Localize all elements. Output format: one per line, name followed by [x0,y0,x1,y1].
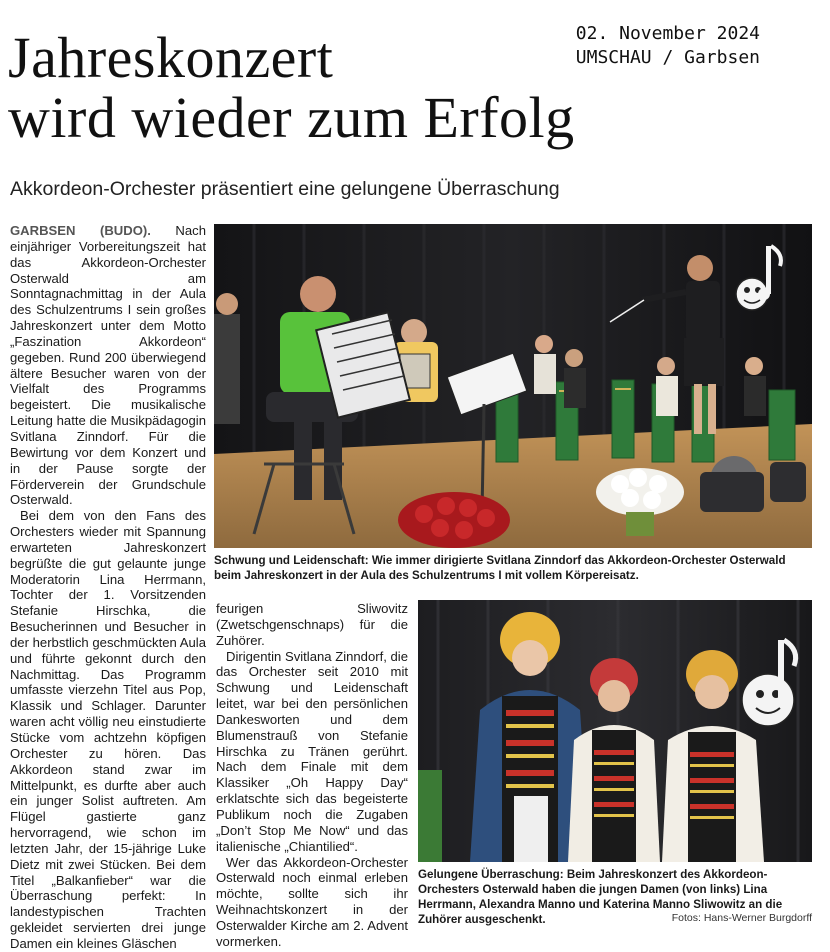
orchestra-photo-image [214,224,812,548]
caption-lead: Gelungene Überraschung: [418,868,564,881]
article-kicker: GARBSEN (BUDO). [10,223,151,238]
headline-line-1: Jahreskonzert [8,25,334,90]
article-column-1 [10,223,206,952]
section-name: UMSCHAU / Garbsen [575,47,760,68]
photo-credit: Fotos: Hans-Werner Burgdorff [671,912,812,924]
article-column-2 [216,601,408,950]
publication-date: 02. November 2024 [575,23,760,44]
caption-text: Beim Jahreskonzert des Akkordeon-Orchesters Osterwald haben die jungen Damen (von links) Lina Herrmann, Alexandra Manno und Katerina Manno Sliwowitz an die Zuhörer ausgeschenkt. [418,868,783,926]
article-paragraph: feurigen Sliwovitz (Zwetschgenschnaps) für die Zuhörer. [216,601,408,648]
article-paragraph-text: Nach einjähriger Vorbereitungszeit hat das Akkordeon-Orchester Osterwald am Sonntagnachmittag in der Aula des Schulzentrums I sein großes Jahreskonzert unter dem Motto „Faszination Akkordeon“ gegeben. Rund 200 überwiegend ältere Besucher waren von der Vielfalt des Programms begeistert. Die musikalische Leitung hatte die Musikpädagogin Svitlana Zinndorf. Für die Bewirtung vor dem Konzert und in der Pause sorgte der Förderverein der Grundschule Osterwald. [10,223,206,508]
trachten-photo-image [418,600,812,862]
article-paragraph: Wer das Akkordeon-Orchester Osterwald noch einmal erleben möchte, sollte sich ihr Weihnachtskonzert in der Osterwalder Kirche am 2. Advent vormerken. [216,854,408,949]
article-paragraph: Dirigentin Svitlana Zinndorf, die das Orchester seit 2010 mit Schwung und Leidenschaft leitet, war bei den persönlichen Dankesworten und dem Blumenstrauß von Stefanie Hirschka zu Tränen gerührt. Nach dem Finale mit dem Klassiker „Oh Happy Day“ erklatschte sich das begeisterte Publikum noch die Zugaben „Don’t Stop Me Now“ und das italienische „Chiantilied“. [216,648,408,854]
orchestra-photo [214,224,812,548]
article-paragraph [10,223,206,508]
subheadline: Akkordeon-Orchester präsentiert eine gelungene Überraschung [10,178,560,200]
article-paragraph: Bei dem von den Fans des Orchesters wieder mit Spannung erwarteten Jahreskonzert begrüßte die gut gelaunte junge Moderatorin Lina Herrmann, Tochter der 1. Vorsitzenden Stefanie Hirschka, die Besucherinnen und Besucher in der herbstlich geschmückten Aula und führte gekonnt durch den Nachmittag. Das Programm umfasste vierzehn Titel aus Pop, Klassik und Schlager. Darunter waren acht völlig neu einstudierte Stücke vom achtzehn köpfigen Orchester zu hören. Das Akkordeon stand zwar im Mittelpunkt, es durfte aber auch ein junger Solist auftreten. Am Flügel gastierte ganz hervorragend, wie schon im letzten Jahr, der 15-jährige Luke Dietz mit zwei Stücken. Bei dem Titel „Balkanfieber“ war die Überraschung perfekt: In landestypischen Trachten gekleidet servierten drei junge Damen ein kleines Gläschen [10,508,206,951]
headline-line-2: wird wieder zum Erfolg [8,85,575,150]
caption-text: Wie immer dirigierte Svitlana Zinndorf das Akkordeon-Orchester Osterwald beim Jahreskonzert in der Aula des Schulzentrums I mit vollem Körpereisatz. [214,554,786,582]
orchestra-photo-caption [214,553,812,583]
caption-lead: Schwung und Leidenschaft: [214,554,369,567]
trachten-photo [418,600,812,862]
